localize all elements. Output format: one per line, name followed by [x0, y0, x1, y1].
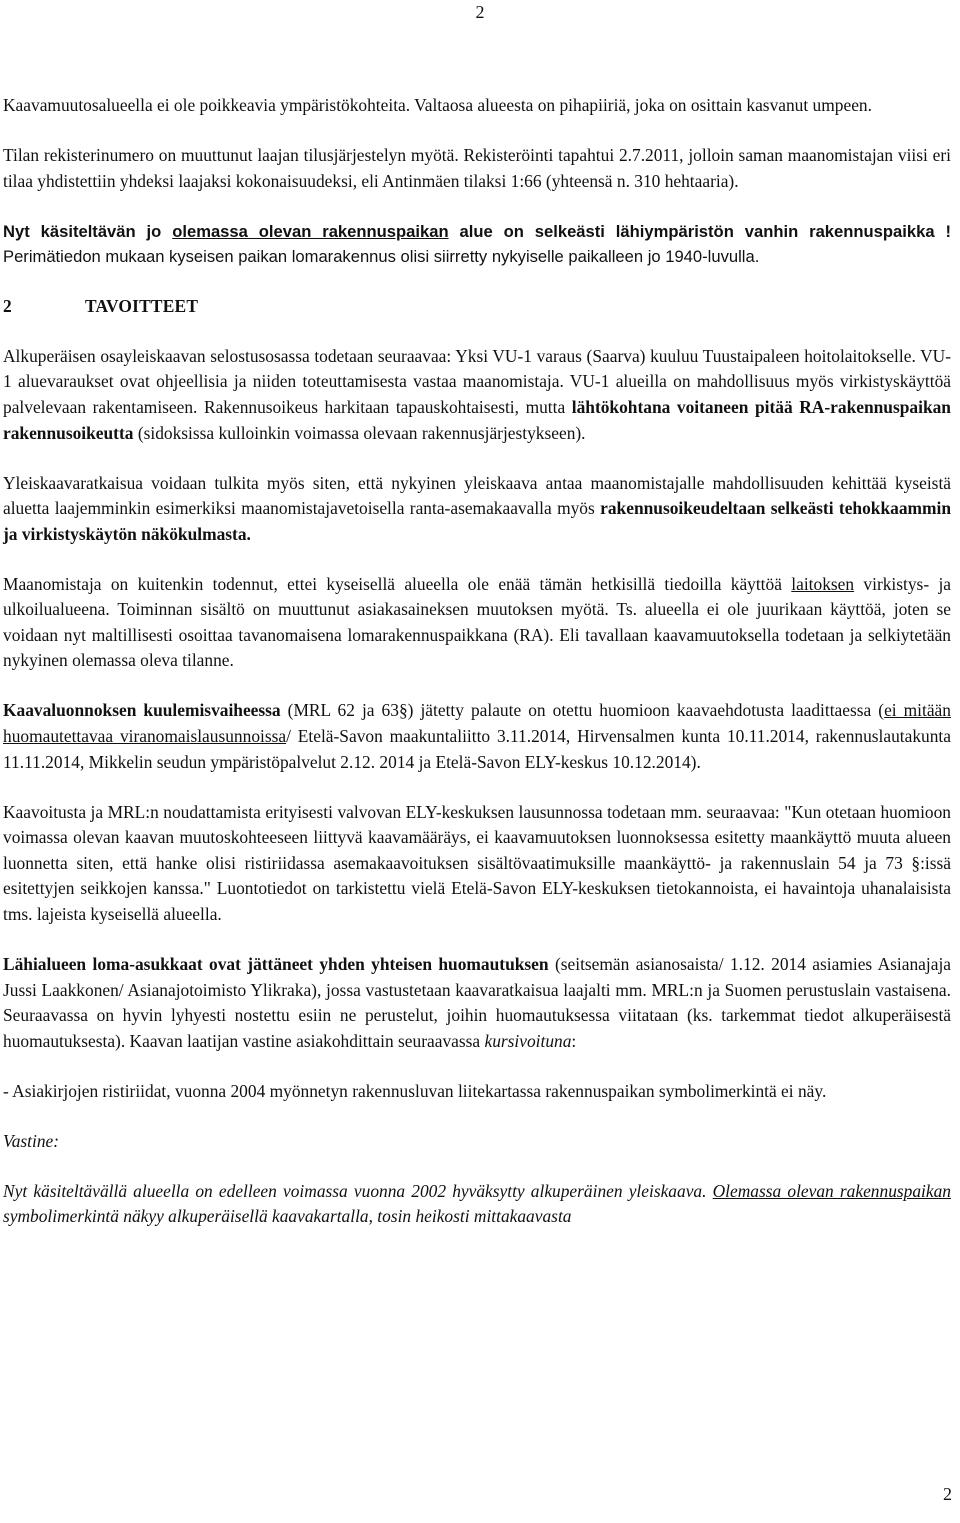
- paragraph-vastine-label: Vastine:: [3, 1130, 60, 1151]
- underlined-text: laitoksen: [791, 573, 855, 594]
- document-body: [3, 93, 951, 1230]
- paragraph-10: - Asiakirjojen ristiriidat, vuonna 2004 myönnetyn rakennusluvan liitekartassa rakennuspaikan symbolimerkintä ei näy.: [3, 1080, 827, 1101]
- paragraph-8: Kaavoitusta ja MRL:n noudattamista erityisesti valvovan ELY-keskuksen lausunnossa todetaan mm. seuraavaa: "Kun otetaan huomioon voimassa olevan kaavan muutoskohteeseen liittyvä kaavamääräys, ei kaavamuutoksen luonnoksessa esitetty maankäyttö muuta alueen luonnetta siten, että hanke olisi ristiriidassa asemakaavoituksen sisältövaatimuksille maankäyttö- ja rakennuslain 54 ja 73 §:issä esitettyjen seikkojen kanssa." Luontotiedot on tarkistettu vielä Etelä-Savon ELY-keskuksen tietokannoista, ei havaintoja uhanalaisista tms. lajeista kyseisellä alueella.: [3, 801, 951, 924]
- section-title: TAVOITTEET: [85, 296, 199, 317]
- paragraph-9: [3, 952, 951, 1054]
- section-heading: [3, 294, 951, 320]
- section-number: 2: [3, 296, 12, 317]
- text-run: Alkuperäisen osayleiskaavan selostusosassa todetaan seuraavaa: Yksi VU-1 varaus (Saarva) kuuluu Tuustaipaleen hoitolaitokselle. VU-1 aluevaraukset ovat ohjeellisia ja niiden toteuttamisesta vastaa maanomistaja. VU-1 alueilla on mahdollisuus myös virkistyskäyttöä palvelevaan rakentamiseen. Rakennusoikeus harkitaan tapauskohtaisesti, mutta: [3, 345, 951, 417]
- bold-text: alue on selkeästi lähiympäristön vanhin rakennuspaikka !: [448, 221, 951, 241]
- bold-text: Lähialueen loma-asukkaat ovat jättäneet yhden yhteisen huomautuksen: [3, 953, 549, 974]
- page-number-bottom: 2: [943, 1484, 952, 1504]
- paragraph-3: [3, 219, 951, 270]
- paragraph-2: Tilan rekisterinumero on muuttunut laajan tilusjärjestelyn myötä. Rekisteröinti tapahtui 2.7.2011, jolloin saman maanomistajan viisi eri tilaa yhdistettiin yhdeksi laajaksi kokonaisuudeksi, eli Antinmäen tilaksi 1:66 (yhteensä n. 310 hehtaaria).: [3, 144, 951, 191]
- bold-text: lähtökohtana voitaneen pitää RA-rakennuspaikan rakennusoikeutta: [3, 396, 951, 443]
- paragraph-5: [3, 471, 951, 548]
- paragraph-6: [3, 572, 951, 674]
- page-number-top: 2: [475, 2, 485, 22]
- paragraph-4: [3, 344, 951, 446]
- text-run: Yleiskaavaratkaisua voidaan tulkita myös siten, että nykyinen yleiskaava antaa maanomistajalle mahdollisuuden kehittää kyseistä aluetta laajemminkin esimerkiksi maanomistajavetoisella ranta-asemakaavalla myös: [3, 472, 951, 519]
- italic-text: kursivoituna: [484, 1030, 572, 1051]
- text-run: Maanomistaja on kuitenkin todennut, ettei kyseisellä alueella ole enää tämän hetkisillä tiedoilla käyttöä: [3, 573, 792, 594]
- underlined-bold-text: olemassa olevan rakennuspaikan: [172, 221, 449, 241]
- text-run: :: [571, 1030, 577, 1051]
- text-run: / Etelä-Savon maakuntaliitto 3.11.2014, Hirvensalmen kunta 10.11.2014, rakennuslautakunta 11.11.2014, Mikkelin seudun ympäristöpalvelut 2.12. 2014 ja Etelä-Savon ELY-keskus 10.12.2014).: [3, 726, 951, 772]
- text-run: Perimätiedon mukaan kyseisen paikan lomarakennus olisi siirretty nykyiselle paikalleen jo 1940-luvulla.: [3, 247, 760, 267]
- text-run: (MRL 62 ja 63§) jätetty palaute on otettu huomioon kaavaehdotusta laadittaessa (: [280, 700, 885, 721]
- bold-text: Nyt käsiteltävän jo: [3, 221, 173, 241]
- bold-text: rakennusoikeudeltaan selkeästi tehokkaammin ja virkistyskäytön näkökulmasta.: [3, 498, 951, 544]
- underlined-italic-text: Olemassa olevan rakennuspaikan: [712, 1180, 951, 1201]
- paragraph-12: [3, 1179, 951, 1230]
- text-run: (seitsemän asianosaista/ 1.12. 2014 asiamies Asianajaja Jussi Laakkonen/ Asianajotoimisto Ylikraka), jossa vastustetaan kaavaratkaisua laajalti mm. MRL:n ja Suomen perustuslain vastaisena. Seuraavassa on hyvin lyhyesti nostettu esiin ne perustelut, joihin huomautuksessa viitataan (ks. tarkemmat tiedot alkuperäisestä huomautuksesta). Kaavan laatijan vastine asiakohdittain seuraavassa: [3, 953, 951, 1051]
- paragraph-7: [3, 698, 951, 775]
- underlined-text: ei mitään huomautettavaa viranomaislausunnoissa: [3, 700, 951, 747]
- text-run: (sidoksissa kulloinkin voimassa olevaan rakennusjärjestykseen).: [133, 422, 586, 443]
- italic-text: Nyt käsiteltävällä alueella on edelleen voimassa vuonna 2002 hyväksytty alkuperäinen yleiskaava.: [3, 1180, 713, 1201]
- paragraph-1: Kaavamuutosalueella ei ole poikkeavia ympäristökohteita. Valtaosa alueesta on pihapiiriä, joka on osittain kasvanut umpeen.: [3, 95, 872, 115]
- italic-text: symbolimerkintä näkyy alkuperäisellä kaavakartalla, tosin heikosti mittakaavasta: [3, 1206, 572, 1227]
- bold-text: Kaavaluonnoksen kuulemisvaiheessa: [3, 700, 281, 721]
- text-run: virkistys- ja ulkoilualueena. Toiminnan sisältö on muuttunut asiakasaineksen muutoksen myötä. Ts. alueella ei ole juurikaan käyttöä, joten se voidaan nyt maltillisesti osoittaa tavanomaisena lomarakennuspaikkana (RA). Eli tavallaan kaavamuutoksella todetaan ja selkiytetään nykyinen olemassa oleva tilanne.: [3, 573, 951, 671]
